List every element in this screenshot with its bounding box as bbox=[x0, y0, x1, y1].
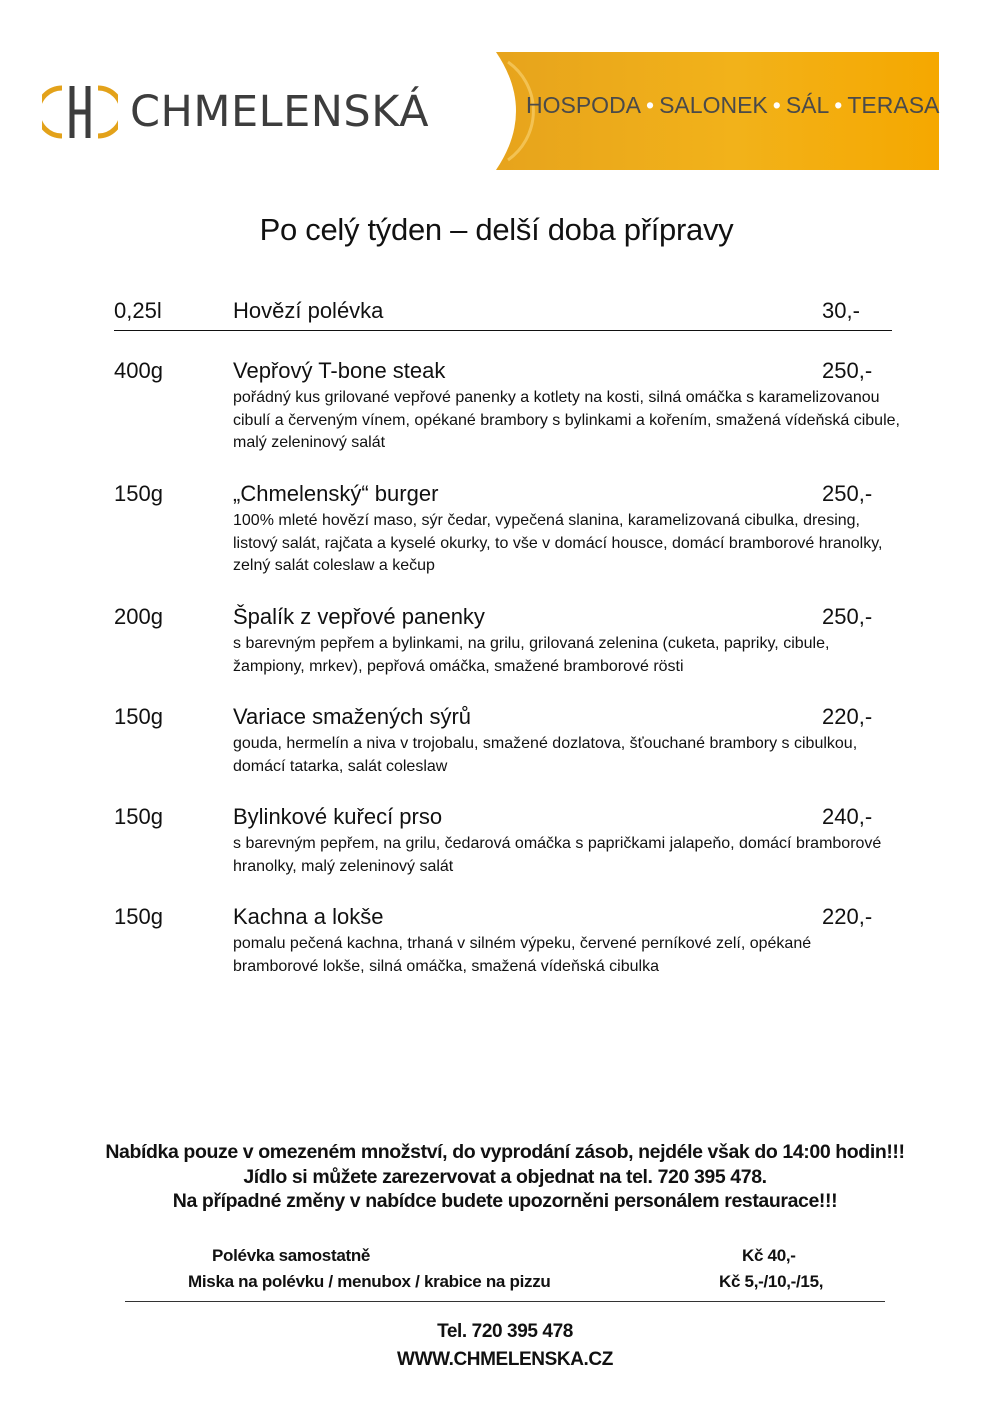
item-name: Variace smažených sýrů bbox=[233, 704, 472, 729]
item-description bbox=[233, 633, 903, 678]
bullet-icon: • bbox=[646, 92, 655, 118]
item-price: 220,- bbox=[822, 904, 873, 929]
item-name: Špalík z vepřové panenky bbox=[233, 604, 485, 629]
item-description bbox=[233, 833, 903, 878]
item-qty: 150g bbox=[114, 481, 163, 506]
item-name: Bylinkové kuřecí prso bbox=[233, 804, 443, 829]
banner-item-salonek: SALONEK bbox=[659, 92, 768, 118]
brand-logo bbox=[42, 82, 429, 142]
desc-line: žampiony, mrkev), pepřová omáčka, smažené bramborové rösti bbox=[233, 657, 684, 675]
item-qty: 200g bbox=[114, 604, 163, 629]
page-title: Po celý týden – delší doba přípravy bbox=[259, 212, 734, 247]
desc-line: pořádný kus grilované vepřové panenky a kotlety na kosti, silná omáčka s karamelizovanou bbox=[233, 389, 880, 406]
item-price: 240,- bbox=[822, 804, 873, 829]
item-qty: 400g bbox=[114, 358, 163, 383]
banner-item-sal: SÁL bbox=[785, 92, 830, 118]
item-qty: 150g bbox=[114, 904, 163, 929]
extra-label: Miska na polévku / menubox / krabice na pizzu bbox=[188, 1272, 551, 1291]
desc-line: zelný salát coleslaw a kečup bbox=[233, 557, 435, 575]
extra-price: Kč 40,- bbox=[742, 1246, 796, 1265]
extra-price: Kč 5,-/10,-/15, bbox=[719, 1272, 824, 1291]
bullet-icon: • bbox=[834, 92, 843, 118]
item-price: 220,- bbox=[822, 704, 873, 729]
item-name: „Chmelenský“ burger bbox=[233, 481, 439, 506]
banner-venues bbox=[526, 92, 939, 119]
desc-line: pomalu pečená kachna, trhaná v silném výpeku, červené perníkové zelí, opékané bbox=[233, 935, 812, 952]
notice-line: Nabídka pouze v omezeném množství, do vyprodání zásob, nejdéle však do 14:00 hodin!!! bbox=[105, 1141, 905, 1163]
banner-item-hospoda: HOSPODA bbox=[526, 92, 642, 118]
desc-line: s barevným pepřem a bylinkami, na grilu, grilovaná zelenina (cuketa, papriky, cibule, bbox=[233, 635, 830, 652]
item-description bbox=[233, 733, 903, 778]
hop-logo-icon bbox=[42, 82, 118, 142]
item-qty: 150g bbox=[114, 804, 163, 829]
item-description bbox=[233, 510, 903, 578]
item-description bbox=[233, 387, 903, 455]
desc-line: domácí tatarka, salát coleslaw bbox=[233, 757, 448, 775]
desc-line: malý zeleninový salát bbox=[233, 434, 386, 452]
item-price: 250,- bbox=[822, 604, 873, 629]
item-name: Kachna a lokše bbox=[233, 904, 384, 929]
banner-item-terasa: TERASA bbox=[847, 92, 940, 118]
desc-line: hranolky, malý zeleninový salát bbox=[233, 857, 454, 875]
extra-label: Polévka samostatně bbox=[212, 1246, 371, 1265]
desc-line: 100% mleté hovězí maso, sýr čedar, vypečená slanina, karamelizovaná cibulka, dresing, bbox=[233, 512, 860, 529]
brand-name: CHMELENSKÁ bbox=[130, 87, 430, 137]
bullet-icon: • bbox=[772, 92, 781, 118]
item-description bbox=[233, 933, 903, 978]
desc-line: listový salát, rajčata a kyselé okurky, to vše v domácí housce, domácí bramborové hranolky, bbox=[233, 534, 883, 552]
desc-line: bramborové lokše, silná omáčka, smažená vídeňská cibulka bbox=[233, 957, 659, 975]
desc-line: s barevným pepřem, na grilu, čedarová omáčka s papričkami jalapeňo, domácí bramborové bbox=[233, 835, 882, 852]
soup-qty: 0,25l bbox=[114, 298, 162, 323]
item-qty: 150g bbox=[114, 704, 163, 729]
contact-website: WWW.CHMELENSKA.CZ bbox=[397, 1349, 613, 1370]
desc-line: cibulí a červeným vínem, opékané brambory s bylinkami a kořením, smažená vídeňská cibule, bbox=[233, 411, 900, 429]
soup-row bbox=[114, 296, 892, 331]
header-banner bbox=[486, 52, 939, 170]
item-name: Vepřový T-bone steak bbox=[233, 358, 446, 383]
availability-notice bbox=[0, 1140, 993, 1214]
contact-phone: Tel. 720 395 478 bbox=[437, 1321, 573, 1342]
notice-line: Jídlo si můžete zarezervovat a objednat na tel. 720 395 478. bbox=[243, 1165, 767, 1188]
soup-name: Hovězí polévka bbox=[233, 298, 384, 323]
item-price: 250,- bbox=[822, 481, 873, 506]
desc-line: gouda, hermelín a niva v trojobalu, smažené dozlatova, šťouchané brambory s cibulkou, bbox=[233, 735, 858, 752]
footer-divider bbox=[125, 1301, 885, 1302]
item-price: 250,- bbox=[822, 358, 873, 383]
notice-line: Na případné změny v nabídce budete upozorněni personálem restaurace!!! bbox=[172, 1190, 838, 1212]
soup-price: 30,- bbox=[822, 298, 860, 323]
